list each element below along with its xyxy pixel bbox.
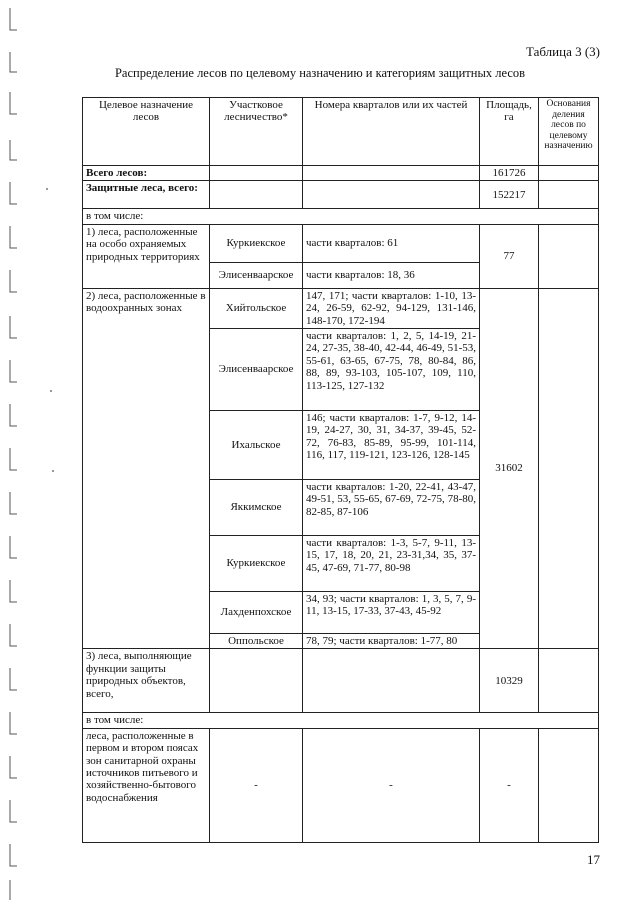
empty-cell <box>539 181 599 209</box>
empty-cell <box>539 728 599 842</box>
header-area: Площадь, га <box>480 98 539 166</box>
empty-cell <box>303 181 480 209</box>
quarters-list: 146; части кварталов: 1-7, 9-12, 14-19, 24-27, 30, 31, 34-37, 39-45, 52-72, 76-83, 85-89, 95-99, 101-114, 116, 117, 119-121, 123-126, 128-145 <box>303 411 480 480</box>
empty-cell <box>539 288 599 649</box>
header-purpose: Целевое назначение лесов <box>83 98 210 166</box>
table-title: Распределение лесов по целевому назначению и категориям защитных лесов <box>114 66 526 80</box>
table-row <box>83 166 599 181</box>
header-forestry: Участковое лесничество* <box>210 98 303 166</box>
quarters-list: части кварталов: 61 <box>303 224 480 262</box>
scan-speck <box>50 390 52 392</box>
quarters-list: части кварталов: 1-20, 22-41, 43-47, 49-51, 53, 55-65, 67-69, 72-75, 78-80, 82-85, 87-106 <box>303 480 480 536</box>
table-caption: Таблица 3 (3) <box>525 44 600 59</box>
table-row <box>83 181 599 209</box>
forestry-name: Куркиекское <box>210 536 303 592</box>
protective-area: 152217 <box>480 181 539 209</box>
forestry-name: Яккимское <box>210 480 303 536</box>
binding-marks <box>6 0 20 905</box>
forest-distribution-table <box>82 97 599 843</box>
including-label: в том числе: <box>83 713 599 728</box>
quarters-list: части кварталов: 18, 36 <box>303 262 480 288</box>
empty-cell <box>539 166 599 181</box>
header-quarters: Номера кварталов или их частей <box>303 98 480 166</box>
binding-marks-drawing <box>6 0 20 905</box>
total-label: Всего лесов: <box>83 166 210 181</box>
quarters-list: части кварталов: 1-3, 5-7, 9-11, 13-15, 17, 18, 20, 21, 23-31,34, 35, 37-45, 47-69, 71-77, 80-98 <box>303 536 480 592</box>
forestry-name: Лахденпохское <box>210 592 303 634</box>
empty-cell <box>210 649 303 713</box>
including-label: в том числе: <box>83 209 599 224</box>
quarters-list: 78, 79; части кварталов: 1-77, 80 <box>303 634 480 649</box>
sub-area: - <box>480 728 539 842</box>
empty-cell <box>303 649 480 713</box>
cat2-label: 2) леса, расположенные в водоохранных зонах <box>83 288 210 649</box>
protective-label: Защитные леса, всего: <box>83 181 210 209</box>
scan-speck <box>52 470 54 472</box>
header-basis: Основания деления лесов по целевому назначению <box>539 98 599 166</box>
empty-cell <box>539 224 599 288</box>
empty-cell <box>210 181 303 209</box>
forestry-name: Куркиекское <box>210 224 303 262</box>
header-row <box>83 98 599 166</box>
quarters-list: 147, 171; части кварталов: 1-10, 13-24, 26-59, 62-92, 94-129, 131-146, 148-170, 172-194 <box>303 288 480 328</box>
cat1-area: 77 <box>480 224 539 288</box>
table-row <box>83 649 599 713</box>
sub-forestry: - <box>210 728 303 842</box>
scan-speck <box>46 188 48 190</box>
cat1-label: 1) леса, расположенные на особо охраняемых природных территориях <box>83 224 210 288</box>
cat3-area: 10329 <box>480 649 539 713</box>
quarters-list: 34, 93; части кварталов: 1, 3, 5, 7, 9-11, 13-15, 17-33, 37-43, 45-92 <box>303 592 480 634</box>
cat3-label: 3) леса, выполняющие функции защиты природных объектов, всего, <box>83 649 210 713</box>
total-area: 161726 <box>480 166 539 181</box>
forestry-name: Элисенваарское <box>210 329 303 411</box>
empty-cell <box>303 166 480 181</box>
table-row <box>83 224 599 262</box>
empty-cell <box>210 166 303 181</box>
forestry-name: Оппольское <box>210 634 303 649</box>
page-number: 17 <box>587 852 600 867</box>
sub-label: леса, расположенные в первом и втором поясах зон санитарной охраны источников питьевого и хозяйственно-бытового водоснабжения <box>83 728 210 842</box>
empty-cell <box>539 649 599 713</box>
sub-quarters: - <box>303 728 480 842</box>
forestry-name: Ихальское <box>210 411 303 480</box>
forestry-name: Хийтольское <box>210 288 303 328</box>
table-row <box>83 288 599 328</box>
table-row <box>83 209 599 224</box>
forestry-name: Элисенваарское <box>210 262 303 288</box>
table-row <box>83 713 599 728</box>
table-row <box>83 728 599 842</box>
cat2-area: 31602 <box>480 288 539 649</box>
quarters-list: части кварталов: 1, 2, 5, 14-19, 21-24, 27-35, 38-40, 42-44, 46-49, 51-53, 55-61, 63-65, 67-75, 78, 80-84, 86, 88, 89, 93-103, 105-107, 109, 110, 113-125, 127-132 <box>303 329 480 411</box>
